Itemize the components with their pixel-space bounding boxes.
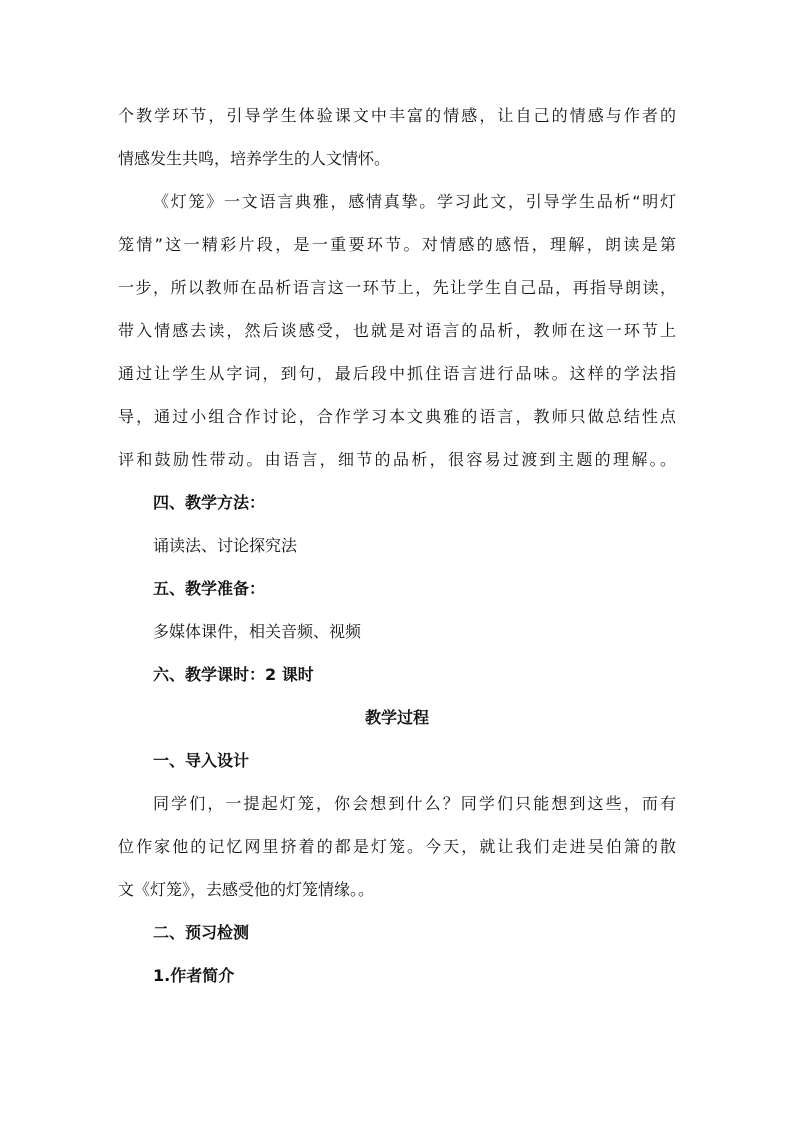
paragraph-line: 《灯笼》一文语言典雅，感情真挚。学习此文，引导学生品析“明灯 [153,192,676,211]
section-heading: 六、教学课时：2 课时 [153,665,314,684]
section-title: 教学过程 [364,708,429,727]
paragraph-line: 导，通过小组合作讨论，合作学习本文典雅的语言，教师只做总结性点 [118,407,676,426]
paragraph-line: 通过让学生从字词，到句，最后段中抓住语言进行品味。这样的学法指 [118,364,676,383]
section-heading: 五、教学准备： [153,579,266,598]
subsection-heading: 1.作者简介 [153,966,235,985]
section-text: 多媒体课件，相关音频、视频 [153,622,362,641]
paragraph-line: 一步，所以教师在品析语言这一环节上，先让学生自己品，再指导朗读， [118,278,676,297]
paragraph-line: 位作家他的记忆网里挤着的都是灯笼。今天，就让我们走进吴伯箫的散 [118,837,676,856]
section-heading: 一、导入设计 [153,751,250,770]
section-heading: 二、预习检测 [153,923,250,942]
paragraph-line: 情感发生共鸣，培养学生的人文情怀。 [118,149,391,168]
section-text: 诵读法、讨论探究法 [153,536,298,555]
paragraph-line: 同学们，一提起灯笼，你会想到什么？同学们只能想到这些，而有 [153,794,676,813]
paragraph-line: 评和鼓励性带动。由语言，细节的品析，很容易过渡到主题的理解。。 [118,450,676,469]
paragraph-line: 文《灯笼》，去感受他的灯笼情缘。。 [118,880,375,899]
section-heading: 四、教学方法： [153,493,266,512]
paragraph-line: 笼情”这一精彩片段，是一重要环节。对情感的感悟，理解，朗读是第 [118,235,676,254]
paragraph-line: 带入情感去读，然后谈感受，也就是对语言的品析，教师在这一环节上 [118,321,676,340]
paragraph-line: 个教学环节，引导学生体验课文中丰富的情感，让自己的情感与作者的 [118,106,676,125]
